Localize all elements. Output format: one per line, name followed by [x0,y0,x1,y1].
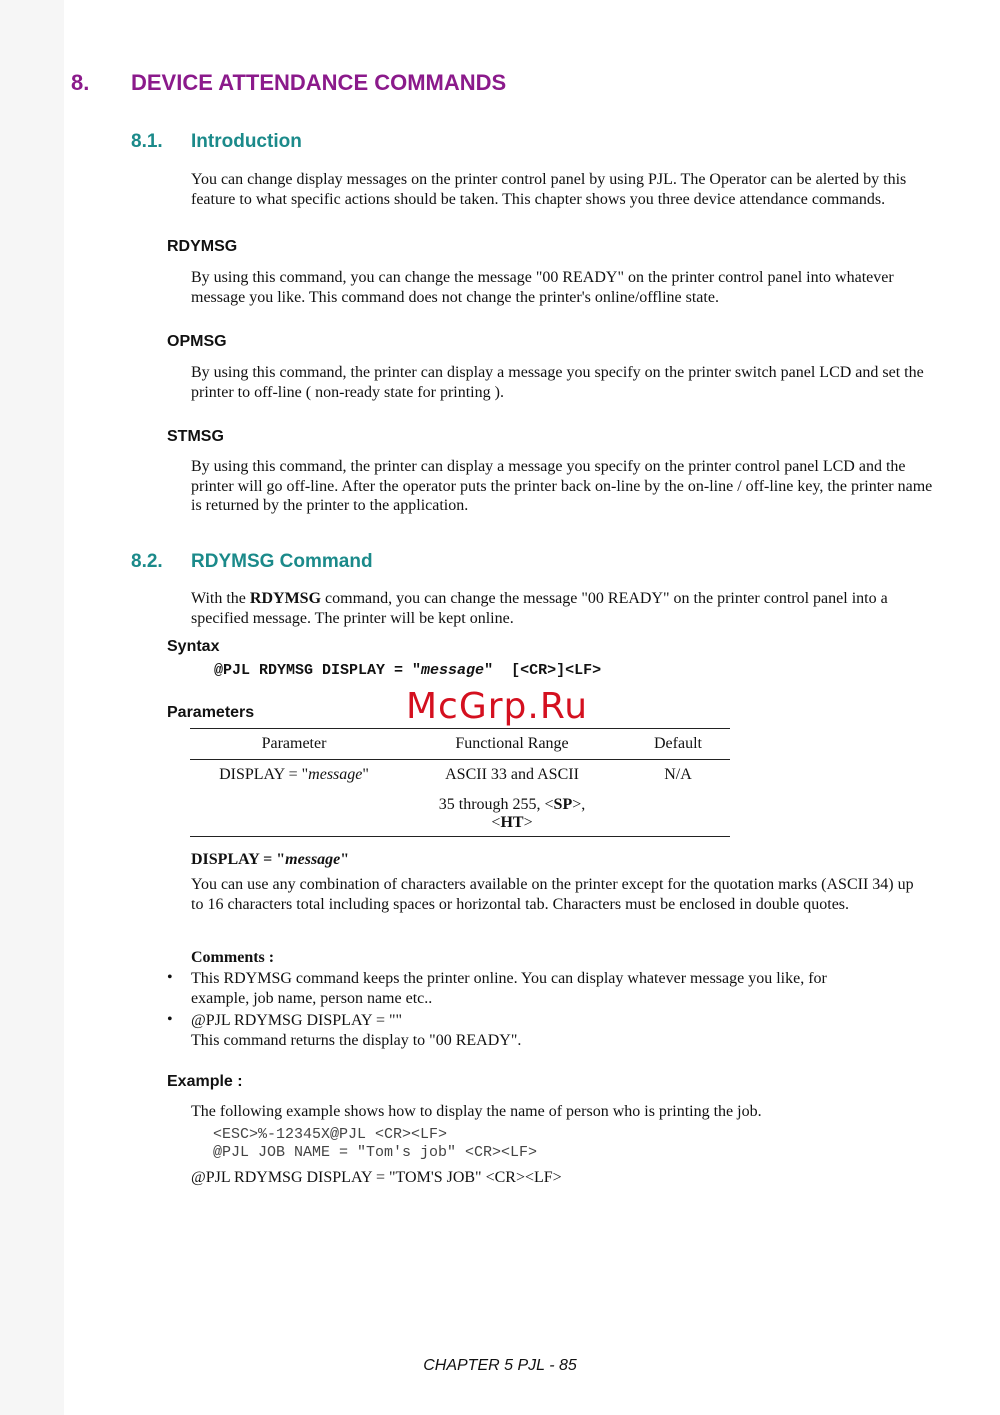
example-final-command: @PJL RDYMSG DISPLAY = "TOM'S JOB" <CR><LF> [191,1169,562,1186]
intro-paragraph: You can change display messages on the printer control panel by using PJL. The Operator can be alerted by this feature to what specific actions should be taken. This chapter shows you three device attendance commands. [191,171,907,208]
list-item [191,1011,936,1050]
rdymsg-paragraph: By using this command, you can change the message "00 READY" on the printer control panel into whatever message you like. This command does not change the printer's online/offline state. [191,269,894,306]
rdymsg-heading: RDYMSG [167,238,238,255]
bullet-symbol: • [167,969,173,986]
syntax-suffix: " [<CR>]<LF> [484,662,602,679]
table-cell-range-continued [398,786,626,837]
section-heading-introduction [131,131,302,153]
lead-command-bold: RDYMSG [249,590,322,607]
page-footer: CHAPTER 5 PJL - 85 [423,1357,577,1374]
section-number: 8.2. [131,551,163,572]
syntax-message-italic: message [421,662,485,679]
section-number: 8.1. [131,131,163,152]
range-line2-suffix: >, [572,796,586,813]
list-item-line: This command returns the display to "00 READY". [191,1031,522,1049]
list-item-line: This RDYMSG command keeps the printer online. You can display whatever message you like, for [191,970,827,987]
display-subheading-italic: message [285,851,341,868]
table-cell-empty [626,786,730,837]
range-line3-suffix: > [523,814,533,831]
lead-text: With the [191,590,250,607]
section-title: RDYMSG Command [191,551,373,572]
display-subheading-prefix: DISPLAY = " [191,851,286,868]
param-italic: message [308,766,363,783]
chapter-heading [71,70,506,96]
parameters-heading: Parameters [167,704,255,721]
table-cell-default: N/A [664,766,692,783]
rdymsg-lead-paragraph [191,589,936,628]
table-header-default: Default [626,729,730,760]
range-line3-bold: HT [500,814,524,831]
display-subheading-suffix: " [340,851,350,868]
chapter-number: 8. [71,70,90,95]
page-margin-shade [0,0,64,1415]
list-item-line: example, job name, person name etc.. [191,989,433,1007]
section-title: Introduction [191,131,302,152]
syntax-heading: Syntax [167,638,220,655]
table-header-functional-range: Functional Range [398,729,626,760]
opmsg-paragraph: By using this command, the printer can display a message you specify on the printer switch panel LCD and set the printer to off-line ( non-ready state for printing ). [191,364,924,401]
table-cell-range-line1: ASCII 33 and ASCII [445,766,579,783]
table-header-row [190,729,730,760]
stmsg-heading: STMSG [167,428,224,445]
range-line2-bold: SP [553,796,573,813]
table-cell-parameter [190,760,398,787]
opmsg-heading: OPMSG [167,333,227,350]
range-line2-prefix: 35 through 255, < [438,796,554,813]
range-line3-prefix: < [491,814,501,831]
watermark-logo: McGrp.Ru [406,686,589,727]
syntax-prefix: @PJL RDYMSG DISPLAY = " [214,662,422,679]
param-prefix: DISPLAY = " [219,766,309,783]
display-subheading [191,850,936,870]
lead-text-rest: command, you can change the message "00 READY" on the printer control panel into a specified message. The printer will be kept online. [191,590,888,627]
stmsg-paragraph: By using this command, the printer can display a message you specify on the printer control panel LCD and the printer will go off-line. After the operator puts the printer back on-line by the on-line / off-line key, the printer name is returned by the printer to the application. [191,458,933,514]
example-code-line: @PJL JOB NAME = "Tom's job" <CR><LF> [213,1144,538,1161]
chapter-title: DEVICE ATTENDANCE COMMANDS [131,70,507,95]
list-item [191,969,936,1008]
table-header-parameter: Parameter [190,729,398,760]
list-item-line: @PJL RDYMSG DISPLAY = "" [191,1012,403,1029]
section-heading-rdymsg-command [131,551,373,573]
example-heading: Example : [167,1073,243,1090]
range-line2 [402,796,622,814]
table-row [190,760,730,787]
example-paragraph: The following example shows how to display the name of person who is printing the job. [191,1103,762,1120]
syntax-line [214,662,601,679]
param-suffix: " [362,766,369,783]
bullet-symbol: • [167,1011,173,1028]
parameters-table [190,728,730,837]
example-code-line: <ESC>%-12345X@PJL <CR><LF> [213,1126,448,1143]
comments-heading: Comments : [191,949,275,966]
display-paragraph: You can use any combination of characters available on the printer except for the quotation marks (ASCII 34) up to 16 characters total including spaces or horizontal tab. Characters must be enclosed in double quotes. [191,876,914,913]
range-line3 [402,814,622,832]
table-cell-empty [190,786,398,837]
table-row [190,786,730,837]
